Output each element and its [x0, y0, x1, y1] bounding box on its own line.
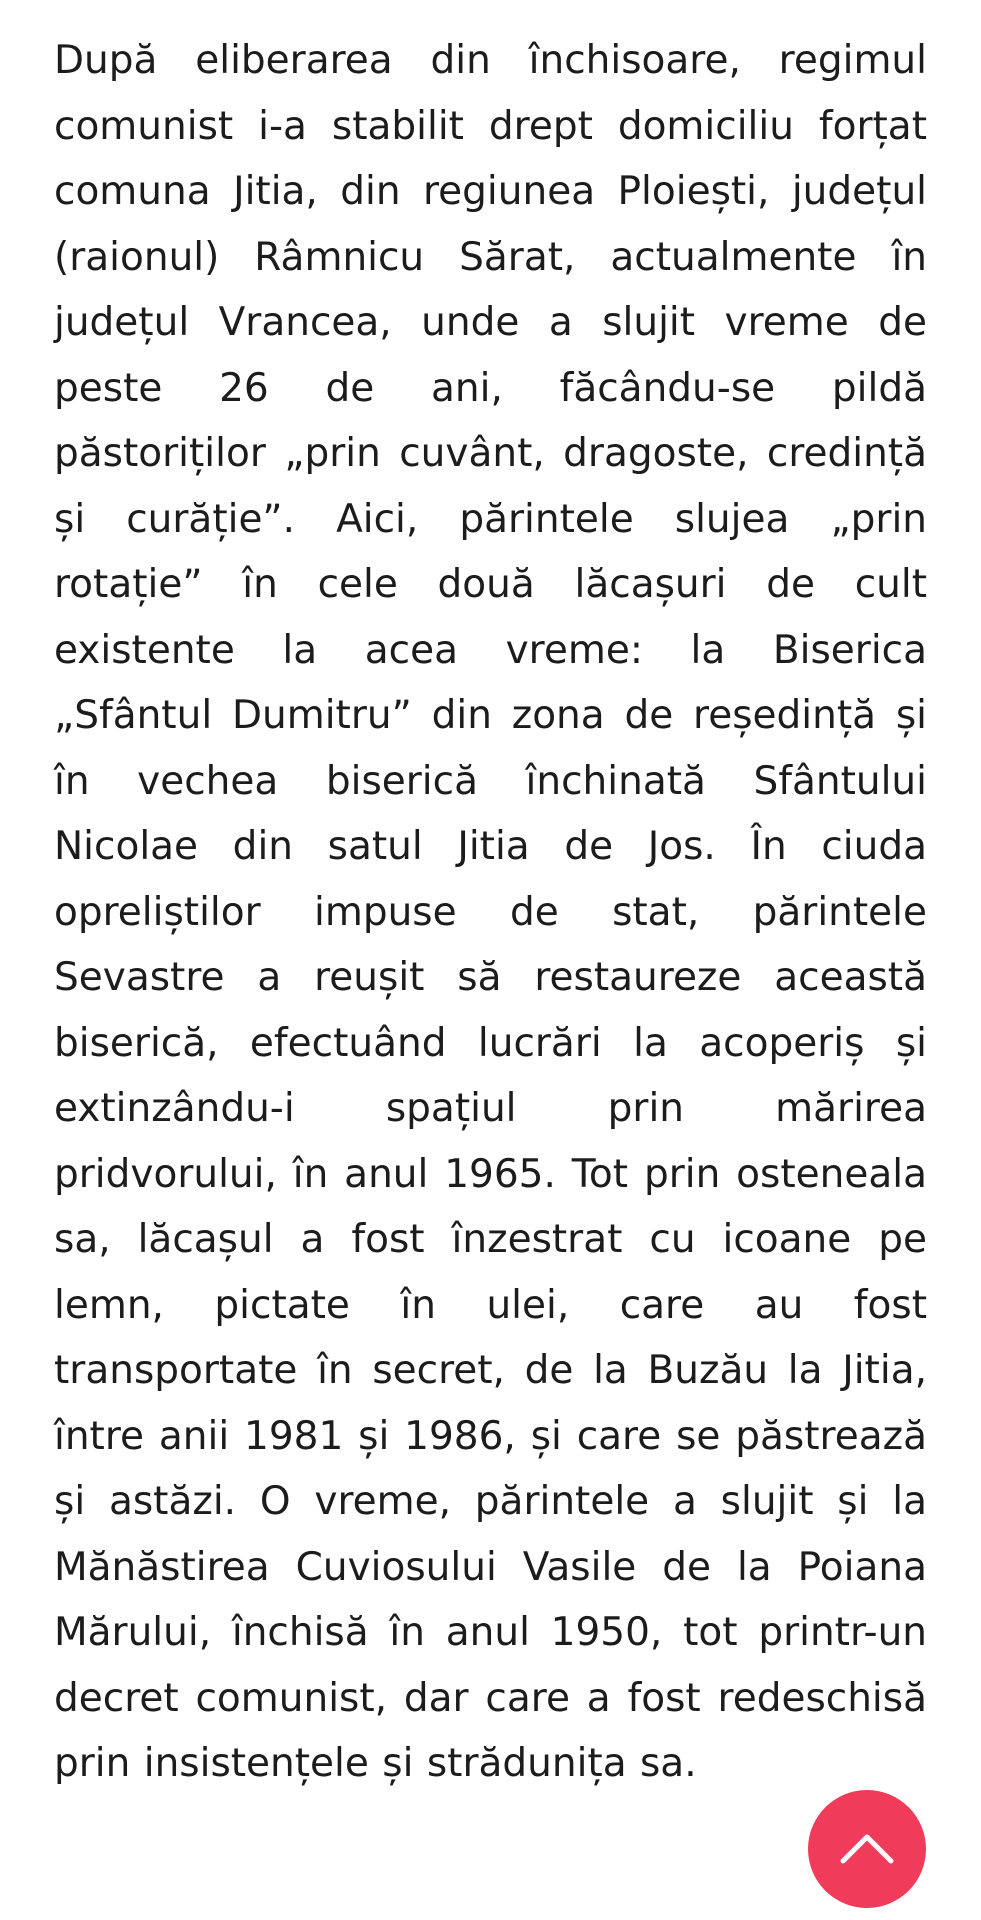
- chevron-up-icon: [837, 1819, 897, 1879]
- article-paragraph: După eliberarea din închisoare, regimul comunist i-a stabilit drept domiciliu forțat comuna Jitia, din regiunea Ploiești, județul (raionul) Râmnicu Sărat, actualmente în județul Vrancea, unde a slujit vreme de peste 26 de ani, făcându-se pildă păstoriților „prin cuvânt, dragoste, credință și curăție”. Aici, părintele slujea „prin rotație” în cele două lăcașuri de cult existente la acea vreme: la Biserica „Sfântul Dumitru” din zona de reședință și în vechea biserică închinată Sfântului Nicolae din satul Jitia de Jos. În ciuda opreliștilor impuse de stat, părintele Sevastre a reușit să restaureze această biserică, efectuând lucrări la acoperiș și extinzându-i spațiul prin mărirea pridvorului, în anul 1965. Tot prin osteneala sa, lăcașul a fost înzestrat cu icoane pe lemn, pictate în ulei, care au fost transportate în secret, de la Buzău la Jitia, între anii 1981 și 1986, și care se păstrează și astăzi. O vreme, părintele a slujit și la Mănăstirea Cuviosului Vasile de la Poiana Mărului, închisă în anul 1950, tot printr-un decret comunist, dar care a fost redeschisă prin insistențele și strădunița sa.: [54, 38, 927, 1786]
- scroll-to-top-button[interactable]: [808, 1790, 926, 1908]
